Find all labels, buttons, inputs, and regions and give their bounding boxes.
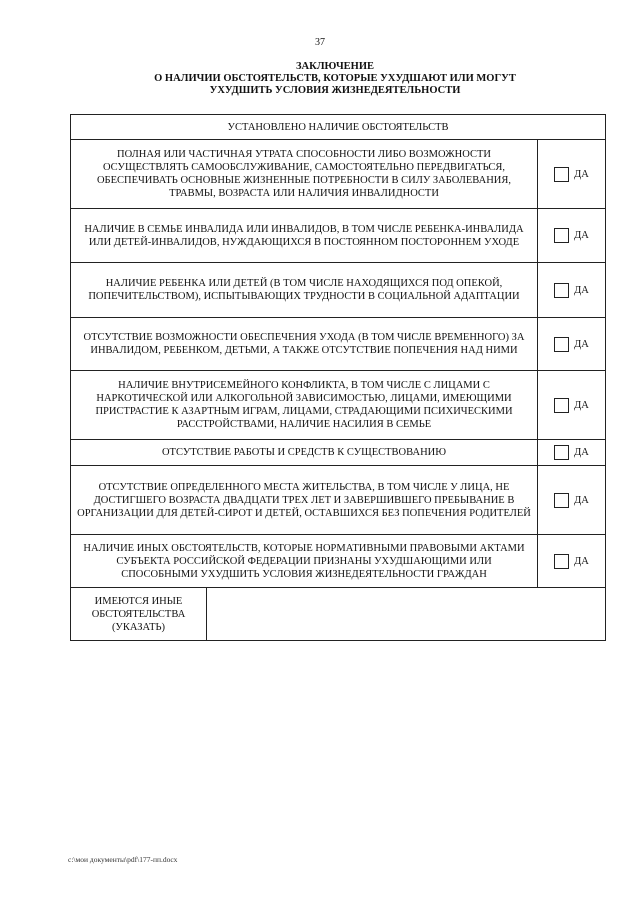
yes-checkbox[interactable] [554,337,569,352]
circumstance-text: ОТСУТСТВИЕ ВОЗМОЖНОСТИ ОБЕСПЕЧЕНИЯ УХОДА (В ТОМ ЧИСЛЕ ВРЕМЕННОГО) ЗА ИНВАЛИДОМ, РЕБЕНКОМ, ДЕТЬМИ, А ТАКЖЕ ОТСУТСТВИЕ ПОПЕЧЕНИЯ НАД НИМИ [71,318,538,371]
yes-checkbox[interactable] [554,554,569,569]
file-path: c:\мои документы\pdf\177-пп.docx [68,855,178,864]
table-row [71,440,606,466]
title-line-3: УХУДШИТЬ УСЛОВИЯ ЖИЗНЕДЕЯТЕЛЬНОСТИ [209,85,461,96]
page-number: 37 [315,37,325,48]
yes-label: ДА [574,494,589,506]
document-title [70,61,600,97]
other-label-line-1: ИМЕЮТСЯ ИНЫЕ [94,595,183,607]
table-row [71,140,606,209]
other-circumstances-label [71,588,207,641]
table-header: УСТАНОВЛЕНО НАЛИЧИЕ ОБСТОЯТЕЛЬСТВ [71,115,606,140]
answer-cell [538,263,606,318]
answer-cell [538,318,606,371]
answer-cell [538,440,606,466]
yes-label: ДА [574,399,589,411]
title-line-1: ЗАКЛЮЧЕНИЕ [295,61,375,72]
table-row [71,466,606,535]
table-row [71,318,606,371]
circumstance-text: НАЛИЧИЕ В СЕМЬЕ ИНВАЛИДА ИЛИ ИНВАЛИДОВ, В ТОМ ЧИСЛЕ РЕБЕНКА-ИНВАЛИДА ИЛИ ДЕТЕЙ-ИНВАЛИДОВ, НУЖДАЮЩИХСЯ В ПОСТОЯННОМ ПОСТОРОННЕМ УХОДЕ [71,209,538,263]
yes-label: ДА [574,555,589,567]
answer-cell [538,466,606,535]
yes-label: ДА [574,284,589,296]
yes-label: ДА [574,447,589,458]
other-label-line-2: ОБСТОЯТЕЛЬСТВА [91,608,186,620]
circumstance-text: ОТСУТСТВИЕ ОПРЕДЕЛЕННОГО МЕСТА ЖИТЕЛЬСТВА, В ТОМ ЧИСЛЕ У ЛИЦА, НЕ ДОСТИГШЕГО ВОЗРАСТА ДВАДЦАТИ ТРЕХ ЛЕТ И ЗАВЕРШИВШЕГО ПРЕБЫВАНИЕ В ОРГАНИЗАЦИИ ДЛЯ ДЕТЕЙ-СИРОТ И ДЕТЕЙ, ОСТАВШИХСЯ БЕЗ ПОПЕЧЕНИЯ РОДИТЕЛЕЙ [71,466,538,535]
yes-label: ДА [574,168,589,180]
yes-label: ДА [574,230,589,241]
yes-checkbox[interactable] [554,398,569,413]
circumstance-text: НАЛИЧИЕ ВНУТРИСЕМЕЙНОГО КОНФЛИКТА, В ТОМ ЧИСЛЕ С ЛИЦАМИ С НАРКОТИЧЕСКОЙ ИЛИ АЛКОГОЛЬНОЙ ЗАВИСИМОСТЬЮ, ЛИЦАМИ, ИМЕЮЩИМИ ПРИСТРАСТИЕ К АЗАРТНЫМ ИГРАМ, ЛИЦАМИ, СТРАДАЮЩИМИ ПСИХИЧЕСКИМИ РАССТРОЙСТВАМИ, НАЛИЧИЕ НАСИЛИЯ В СЕМЬЕ [71,371,538,440]
yes-checkbox[interactable] [554,445,569,460]
yes-checkbox[interactable] [554,493,569,508]
circumstance-text: ПОЛНАЯ ИЛИ ЧАСТИЧНАЯ УТРАТА СПОСОБНОСТИ ЛИБО ВОЗМОЖНОСТИ ОСУЩЕСТВЛЯТЬ САМООБСЛУЖИВАНИЕ, САМОСТОЯТЕЛЬНО ПЕРЕДВИГАТЬСЯ, ОБЕСПЕЧИВАТЬ ОСНОВНЫЕ ЖИЗНЕННЫЕ ПОТРЕБНОСТИ В СИЛУ ЗАБОЛЕВАНИЯ, ТРАВМЫ, ВОЗРАСТА ИЛИ НАЛИЧИЯ ИНВАЛИДНОСТИ [71,140,538,209]
other-label-line-3: (УКАЗАТЬ) [111,621,166,633]
circumstance-text: ОТСУТСТВИЕ РАБОТЫ И СРЕДСТВ К СУЩЕСТВОВАНИЮ [71,440,538,466]
yes-checkbox[interactable] [554,283,569,298]
yes-checkbox[interactable] [554,167,569,182]
other-circumstances-row [71,588,606,641]
answer-cell [538,535,606,588]
circumstance-text: НАЛИЧИЕ ИНЫХ ОБСТОЯТЕЛЬСТВ, КОТОРЫЕ НОРМАТИВНЫМИ ПРАВОВЫМИ АКТАМИ СУБЪЕКТА РОССИЙСКОЙ ФЕДЕРАЦИИ ПРИЗНАНЫ УХУДШАЮЩИМИ ИЛИ СПОСОБНЫМИ УХУДШИТЬ УСЛОВИЯ ЖИЗНЕДЕЯТЕЛЬНОСТИ ГРАЖДАН [71,535,538,588]
title-line-2: О НАЛИЧИИ ОБСТОЯТЕЛЬСТВ, КОТОРЫЕ УХУДШАЮТ ИЛИ МОГУТ [154,73,516,84]
yes-label: ДА [574,338,589,350]
table-row [71,209,606,263]
answer-cell [538,140,606,209]
other-circumstances-field[interactable] [207,588,606,641]
answer-cell [538,209,606,263]
table-row [71,263,606,318]
table-row [71,535,606,588]
circumstances-table [70,114,606,641]
answer-cell [538,371,606,440]
circumstance-text: НАЛИЧИЕ РЕБЕНКА ИЛИ ДЕТЕЙ (В ТОМ ЧИСЛЕ НАХОДЯЩИХСЯ ПОД ОПЕКОЙ, ПОПЕЧИТЕЛЬСТВОМ), ИСПЫТЫВАЮЩИХ ТРУДНОСТИ В СОЦИАЛЬНОЙ АДАПТАЦИИ [71,263,538,318]
yes-checkbox[interactable] [554,228,569,243]
table-row [71,371,606,440]
